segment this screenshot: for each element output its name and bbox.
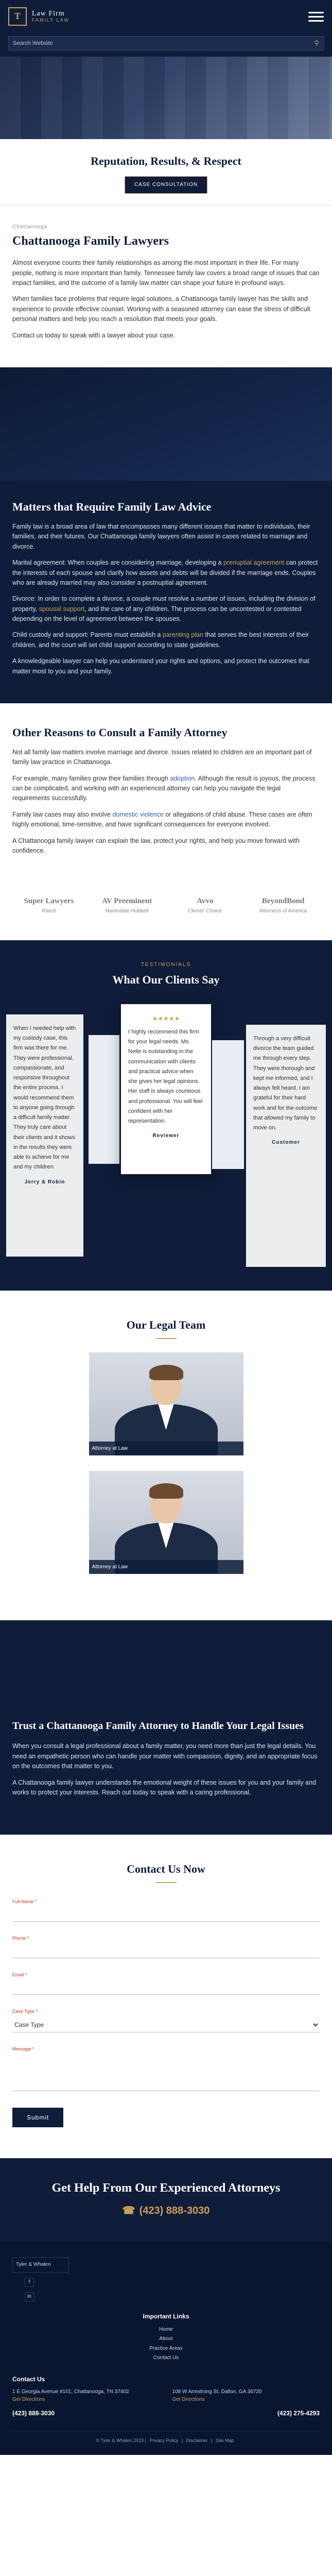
parenting-plan-link[interactable]: parenting plan — [162, 631, 204, 639]
email-field[interactable] — [12, 1981, 320, 1995]
footer-link-contact[interactable]: Contact Us — [153, 2355, 179, 2361]
testimonials-kicker: TESTIMONIALS — [141, 962, 191, 968]
prenuptial-link[interactable]: prenuptial agreement — [223, 559, 285, 567]
footer-link-about[interactable]: About — [159, 2336, 173, 2342]
award-badge: Avvo Clients' Choice — [188, 896, 222, 914]
award-badge: BeyondBond Attorneys of America — [259, 896, 307, 914]
matters-image — [0, 367, 332, 481]
logo-name: Law Firm — [32, 10, 65, 18]
testimonials-title: What Our Clients Say — [112, 973, 220, 986]
footer-links — [12, 2326, 320, 2362]
phone-icon: ☎ — [122, 2205, 135, 2217]
phone-field[interactable] — [12, 1944, 320, 1958]
reasons-paragraph: For example, many families grow their families through adoption. Although the result is joyous, the process can be complicated, and working with an experienced attorney can help you navigate the legal requirements successfully. — [12, 774, 316, 802]
attorney-card[interactable] — [89, 1471, 243, 1574]
search-bar — [0, 33, 332, 57]
search-input[interactable] — [13, 40, 311, 46]
facebook-icon[interactable]: f — [25, 2278, 34, 2287]
trust-paragraph: When you consult a legal professional about a family matter, you need more than just the legal details. You need an empathetic person who can handle your matter with compassion, dignity, and an appropriate focus on the outcomes that matter to you. — [12, 1742, 318, 1770]
team-title: Our Legal Team — [126, 1318, 206, 1332]
reasons-paragraph: Not all family law matters involve marriage and divorce. Issues related to children are an important part of family law practice in Chattanooga. — [12, 748, 312, 766]
cta-phone-link[interactable]: ☎ (423) 888-3030 — [123, 2203, 210, 2219]
testimonial-card-active[interactable]: ★★★★★ I highly recommend this firm for your legal needs. Ms. Nelle is outstanding in the communication with clients and practical advice when she gives her legal opinions. Her staff is always courteous and professional. You will feel confident with her representation. Reviewer — [121, 1004, 211, 1174]
intro-paragraph: When families face problems that require legal solutions, a Chattanooga family lawyer has the skills and experience to provide effective counsel. Working with a seasoned attorney can ease the stress of difficult personal matters and help you reach a resolution that meets your goals. — [12, 295, 310, 323]
trust-image — [0, 1620, 332, 1698]
page-title: Chattanooga Family Lawyers — [12, 234, 169, 248]
trust-section — [0, 1698, 332, 1835]
field-label: Email * — [12, 1972, 27, 1978]
testimonial-author: Jerry & Robin — [24, 1179, 65, 1185]
top-bar — [0, 0, 332, 33]
award-badge: AV Preeminent Martindale-Hubbell — [102, 896, 152, 914]
divider — [156, 1338, 177, 1339]
field-label: Message * — [12, 2046, 34, 2052]
cta-title: Get Help From Our Experienced Attorneys — [51, 2181, 281, 2195]
attorney-caption: Attorney at Law — [89, 1560, 243, 1574]
hero-image — [0, 57, 332, 139]
testimonials-section — [0, 940, 332, 1291]
matters-paragraph: Child custody and support: Parents must establish a parenting plan that serves the best interests of their children, and the court will set child support according to state guidelines. — [12, 631, 309, 649]
trust-paragraph: A Chattanooga family lawyer understands the emotional weight of these issues for you and your family and works to protect your interests. Reach out today to speak with a caring professional. — [12, 1778, 316, 1796]
site-header — [0, 0, 332, 57]
trust-title: Trust a Chattanooga Family Attorney to Handle Your Legal Issues — [12, 1720, 304, 1732]
intro-paragraph: Almost everyone counts their family relationships as among the most important in their life. For many people, nothing is more important than family. Tennessee family law covers a broad range of issues that can impact families, and the outcome of a family law matter can shape your future in profound ways. — [12, 259, 320, 287]
adoption-link[interactable]: adoption — [170, 774, 195, 782]
matters-title: Matters that Require Family Law Advice — [12, 500, 212, 513]
contact-title-footer: Contact Us — [12, 2375, 45, 2383]
footer-brand[interactable]: Tyler & Whalen — [12, 2257, 69, 2273]
logo-tagline: FAMILY LAW — [32, 17, 69, 23]
sitemap-link[interactable]: Site Map — [216, 2437, 234, 2443]
testimonial-card-partial — [89, 1035, 119, 1164]
field-label: Phone * — [12, 1936, 29, 1941]
matters-paragraph: Family law is a broad area of law that encompasses many different issues that matter to individuals, their families, and their futures. Our Chattanooga family lawyers often assist in cases related to marriage and divorce. — [12, 523, 310, 550]
testimonial-card[interactable]: Through a very difficult divorce the team guided me through every step. They were thorough and kept me informed, and I always felt heard. I am grateful for their hard work and for the outcome that allowed my family to move on. Customer — [246, 1025, 326, 1267]
matters-paragraph: A knowledgeable lawyer can help you understand your rights and options, and protect the outcomes that matter most to you and your family. — [12, 657, 309, 675]
intro-paragraph: Contact us today to speak with a lawyer about your case. — [12, 331, 176, 339]
matters-section — [0, 481, 332, 703]
linkedin-icon[interactable]: in — [25, 2292, 34, 2301]
attorney-caption: Attorney at Law — [89, 1442, 243, 1456]
reasons-section — [0, 703, 332, 877]
menu-icon[interactable] — [308, 12, 324, 22]
testimonial-card[interactable]: When I needed help with my custody case, this firm was there for me. They were professional, compassionate, and responsive throughout the entire process. I would recommend them to anyone going through a difficult family matter. They truly care about their clients and it shows in the results they were able to achieve for me and my children. Jerry & Robin — [6, 1014, 83, 1257]
footer-phone-link[interactable]: (423) 888-3030 — [12, 2410, 55, 2417]
matters-paragraph: Divorce: In order to complete a divorce, a couple must resolve a number of issues, including the division of property, spousal support, and the care of any children. The process can be uncontested or contested depending on the level of agreement between the spouses. — [12, 595, 316, 622]
logo-mark: T — [8, 7, 27, 26]
privacy-link[interactable]: Privacy Policy — [149, 2437, 179, 2443]
directions-link[interactable]: Get Directions — [172, 2397, 205, 2403]
award-badge: Super Lawyers Rated — [24, 896, 74, 914]
domestic-violence-link[interactable]: domestic violence — [112, 810, 164, 818]
search-icon[interactable]: ⚲ — [314, 39, 319, 47]
contact-form-section — [0, 1835, 332, 2158]
attorney-card[interactable] — [89, 1352, 243, 1455]
award-badges — [0, 877, 332, 940]
legal-team-section — [0, 1291, 332, 1620]
submit-button[interactable]: Submit — [12, 2108, 63, 2127]
testimonial-author: Reviewer — [152, 1133, 180, 1139]
case-type-select[interactable] — [12, 2018, 320, 2032]
testimonial-card-partial — [212, 1040, 244, 1169]
matters-paragraph: Marital agreement: When couples are considering marriage, developing a prenuptial agreement can protect the interests of each spouse and clarify how assets and debts will be divided if the marriage ends. Couples who are already married may also consider a postnuptial agreement. — [12, 559, 318, 586]
full-name-field[interactable] — [12, 1908, 320, 1922]
case-consultation-button[interactable]: CASE CONSULTATION — [125, 176, 207, 194]
site-logo[interactable] — [8, 7, 69, 26]
message-field[interactable] — [12, 2055, 320, 2091]
rating-stars: ★★★★★ — [152, 1014, 180, 1022]
intro-kicker: Chattanooga — [12, 224, 48, 230]
site-footer — [0, 2242, 332, 2454]
intro-section — [0, 206, 332, 367]
hero-headline: Reputation, Results, & Respect — [91, 155, 241, 167]
social-links — [25, 2278, 320, 2301]
contact-title: Contact Us Now — [127, 1862, 205, 1876]
office-address: 108 W Armstrong St, Dalton, GA 30720 Get Directions — [172, 2389, 262, 2403]
copyright-bar: © Tyler & Whalen 2023 | Privacy Policy | Disclaimer | Site Map — [12, 2431, 320, 2445]
footer-link-practice-areas[interactable]: Practice Areas — [149, 2345, 183, 2351]
footer-link-home[interactable]: Home — [159, 2326, 173, 2332]
links-title: Important Links — [143, 2312, 189, 2320]
reasons-paragraph: Family law cases may also involve domestic violence or allegations of child abuse. These cases are often highly emotional, time-sensitive, and have significant consequences for everyone involved. — [12, 810, 312, 828]
spousal-support-link[interactable]: spousal support — [39, 605, 85, 613]
directions-link[interactable]: Get Directions — [12, 2397, 45, 2403]
field-label: Case Type * — [12, 2009, 38, 2014]
testimonial-author: Customer — [272, 1140, 300, 1146]
footer-phone-link[interactable]: (423) 275-4293 — [277, 2410, 320, 2417]
reasons-title: Other Reasons to Consult a Family Attorney — [12, 725, 228, 739]
testimonial-carousel[interactable] — [0, 1004, 332, 1272]
divider — [156, 1882, 177, 1883]
hero — [0, 57, 332, 206]
office-address: 1 E Georgia Avenue #101, Chattanooga, TN 37402 Get Directions — [12, 2389, 129, 2403]
field-label: Full Name * — [12, 1899, 37, 1905]
cta-section — [0, 2158, 332, 2242]
disclaimer-link[interactable]: Disclaimer — [186, 2437, 208, 2443]
reasons-paragraph: A Chattanooga family lawyer can explain the law, protect your rights, and help you move forward with confidence. — [12, 837, 300, 854]
